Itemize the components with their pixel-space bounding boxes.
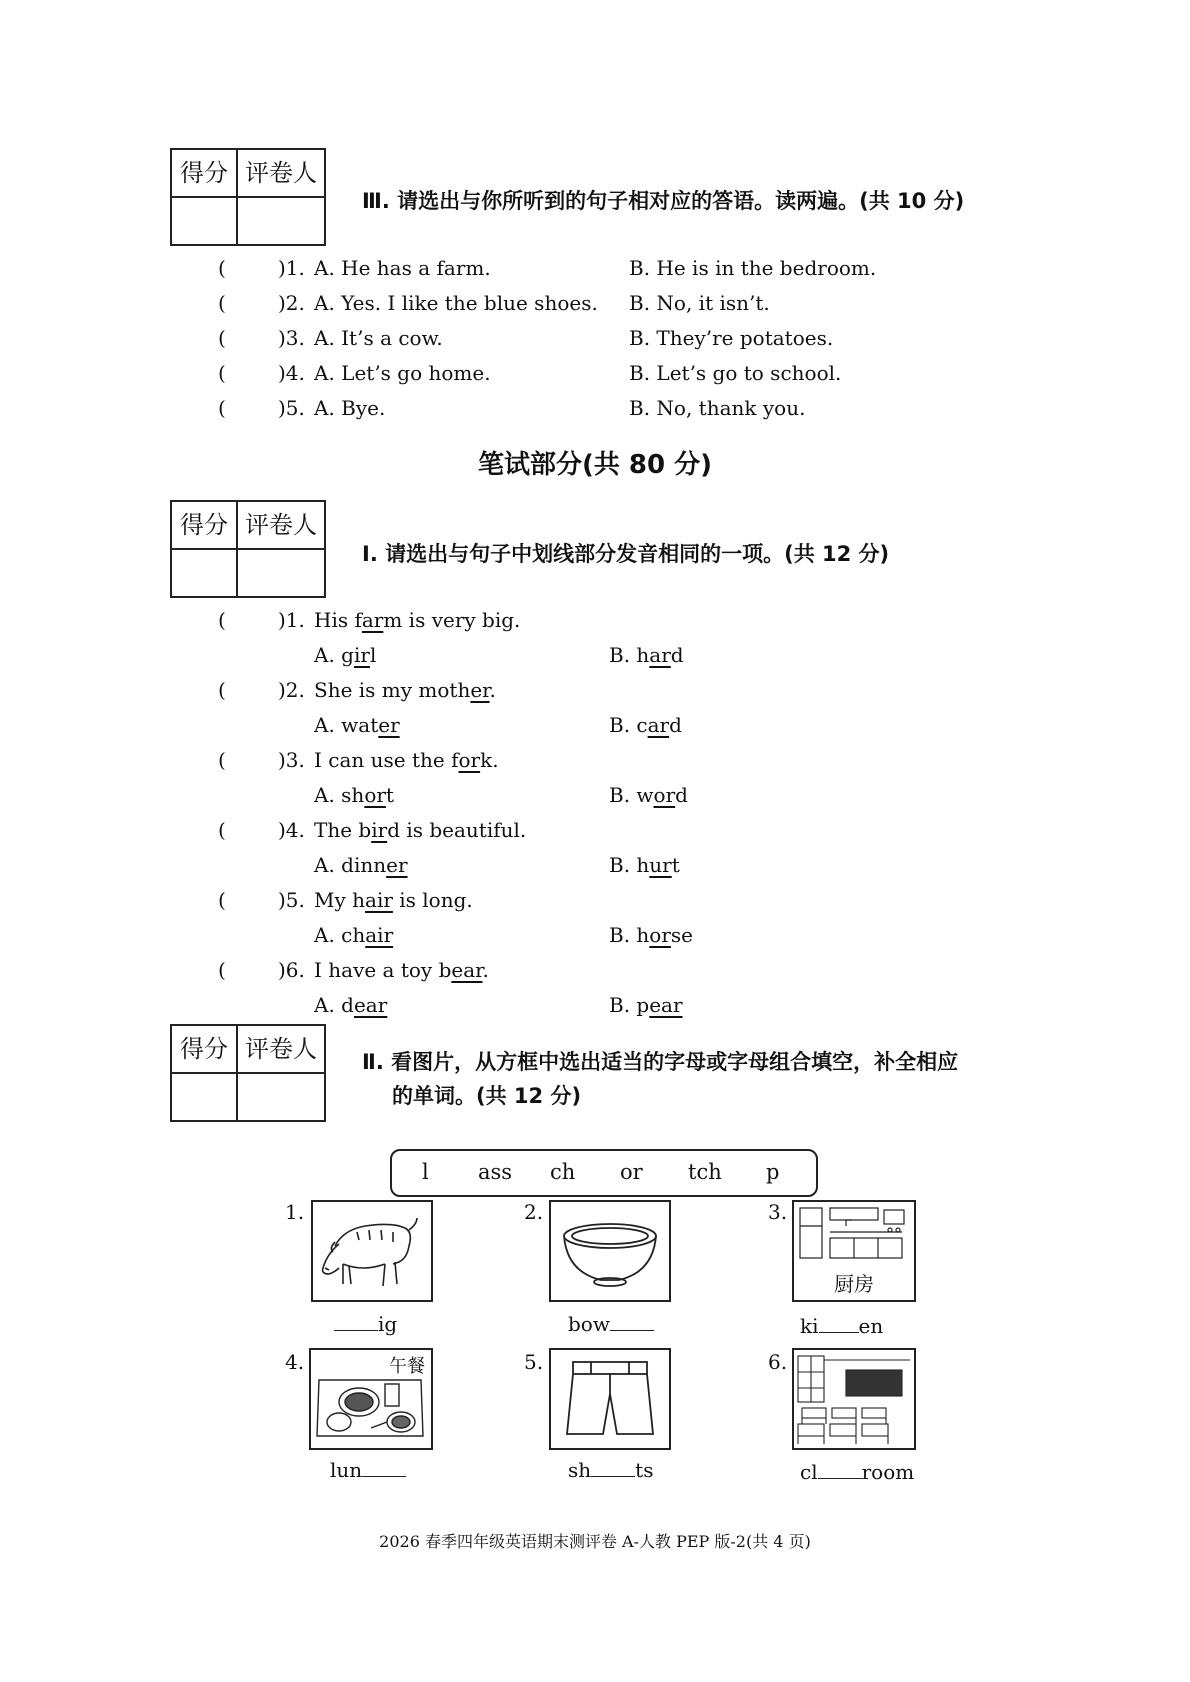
letter-option: p <box>766 1160 780 1184</box>
question-number: )6. <box>278 958 305 982</box>
item-number: 3. <box>768 1200 788 1224</box>
score-box-listening-3 <box>170 148 326 246</box>
option-a: A. Yes. I like the blue shoes. <box>314 291 598 315</box>
grader-field[interactable] <box>238 550 324 596</box>
question-number: )2. <box>278 678 305 702</box>
option-b: B. hard <box>609 643 684 667</box>
option-b: B. horse <box>609 923 694 947</box>
score-box-written-2 <box>170 1024 326 1122</box>
answer-paren[interactable]: ( <box>218 256 226 280</box>
letter-option: l <box>422 1160 429 1184</box>
fill-word: sh ts <box>568 1458 654 1482</box>
kitchen-caption: 厨房 <box>834 1272 874 1296</box>
question-number: )1. <box>278 256 305 280</box>
score-box-written-1 <box>170 500 326 598</box>
answer-paren[interactable]: ( <box>218 396 226 420</box>
item-number: 5. <box>524 1350 544 1374</box>
grader-label: 评卷人 <box>238 502 324 550</box>
score-label: 得分 <box>172 150 238 198</box>
question-number: )2. <box>278 291 305 315</box>
grader-field[interactable] <box>238 1074 324 1120</box>
fill-word: ig <box>334 1312 397 1336</box>
answer-paren[interactable]: ( <box>218 748 226 772</box>
answer-blank[interactable] <box>362 1458 406 1477</box>
answer-paren[interactable]: ( <box>218 678 226 702</box>
answer-paren[interactable]: ( <box>218 958 226 982</box>
option-a: A. chair <box>314 923 394 947</box>
bowl-icon <box>549 1200 671 1302</box>
option-a: A. Let’s go home. <box>314 361 491 385</box>
section-title-written-2-line2: 的单词。(共 12 分) <box>392 1084 582 1108</box>
question-sentence: His farm is very big. <box>314 608 521 632</box>
score-label: 得分 <box>172 502 238 550</box>
question-sentence: The bird is beautiful. <box>314 818 527 842</box>
answer-blank[interactable] <box>591 1458 635 1477</box>
question-number: )1. <box>278 608 305 632</box>
fill-word: bow <box>568 1312 654 1336</box>
option-b: B. hurt <box>609 853 680 877</box>
option-b: B. They’re potatoes. <box>629 326 834 350</box>
section-title-written-1: Ⅰ. 请选出与句子中划线部分发音相同的一项。(共 12 分) <box>362 542 890 566</box>
letter-option: ch <box>550 1160 576 1184</box>
question-number: )5. <box>278 888 305 912</box>
score-field[interactable] <box>172 1074 238 1120</box>
option-b: B. word <box>609 783 688 807</box>
option-b: B. Let’s go to school. <box>629 361 842 385</box>
answer-blank[interactable] <box>819 1314 859 1333</box>
answer-paren[interactable]: ( <box>218 818 226 842</box>
fill-word: lun <box>330 1458 406 1482</box>
answer-paren[interactable]: ( <box>218 326 226 350</box>
option-a: A. short <box>314 783 394 807</box>
answer-paren[interactable]: ( <box>218 291 226 315</box>
option-a: A. water <box>314 713 400 737</box>
answer-blank[interactable] <box>334 1312 378 1331</box>
item-number: 1. <box>285 1200 305 1224</box>
option-b: B. No, it isn’t. <box>629 291 770 315</box>
option-a: A. dinner <box>314 853 408 877</box>
grader-field[interactable] <box>238 198 324 244</box>
score-label: 得分 <box>172 1026 238 1074</box>
classroom-icon <box>792 1348 916 1450</box>
option-b: B. pear <box>609 993 683 1017</box>
option-b: B. card <box>609 713 682 737</box>
letter-option: tch <box>688 1160 722 1184</box>
written-part-title: 笔试部分(共 80 分) <box>477 450 713 480</box>
question-number: )4. <box>278 818 305 842</box>
fill-word: ki en <box>800 1314 884 1338</box>
section-title-listening-3: Ⅲ. 请选出与你所听到的句子相对应的答语。读两遍。(共 10 分) <box>362 189 965 213</box>
lunch-tray-icon <box>309 1348 433 1450</box>
score-field[interactable] <box>172 550 238 596</box>
option-a: A. dear <box>314 993 388 1017</box>
shorts-icon <box>549 1348 671 1450</box>
letter-option: ass <box>478 1160 513 1184</box>
grader-label: 评卷人 <box>238 1026 324 1074</box>
question-sentence: My hair is long. <box>314 888 473 912</box>
question-sentence: I can use the fork. <box>314 748 499 772</box>
option-a: A. It’s a cow. <box>314 326 443 350</box>
option-a: A. Bye. <box>314 396 386 420</box>
option-b: B. He is in the bedroom. <box>629 256 877 280</box>
pig-icon <box>311 1200 433 1302</box>
section-title-written-2-line1: Ⅱ. 看图片，从方框中选出适当的字母或字母组合填空，补全相应 <box>362 1050 959 1074</box>
option-a: A. He has a farm. <box>314 256 491 280</box>
letter-options-box <box>390 1149 818 1197</box>
kitchen-icon <box>792 1200 916 1302</box>
question-sentence: I have a toy bear. <box>314 958 489 982</box>
question-number: )3. <box>278 748 305 772</box>
letter-option: or <box>620 1160 643 1184</box>
item-number: 6. <box>768 1350 788 1374</box>
answer-paren[interactable]: ( <box>218 888 226 912</box>
question-number: )5. <box>278 396 305 420</box>
score-field[interactable] <box>172 198 238 244</box>
item-number: 2. <box>524 1200 544 1224</box>
answer-blank[interactable] <box>610 1312 654 1331</box>
fill-word: cl room <box>800 1460 915 1484</box>
question-sentence: She is my mother. <box>314 678 496 702</box>
question-number: )3. <box>278 326 305 350</box>
option-a: A. girl <box>314 643 377 667</box>
option-b: B. No, thank you. <box>629 396 806 420</box>
page-footer: 2026 春季四年级英语期末测评卷 A-人教 PEP 版-2(共 4 页) <box>379 1532 811 1551</box>
answer-paren[interactable]: ( <box>218 361 226 385</box>
answer-paren[interactable]: ( <box>218 608 226 632</box>
answer-blank[interactable] <box>818 1460 862 1479</box>
item-number: 4. <box>285 1350 305 1374</box>
lunch-caption: 午餐 <box>389 1356 425 1377</box>
question-number: )4. <box>278 361 305 385</box>
grader-label: 评卷人 <box>238 150 324 198</box>
